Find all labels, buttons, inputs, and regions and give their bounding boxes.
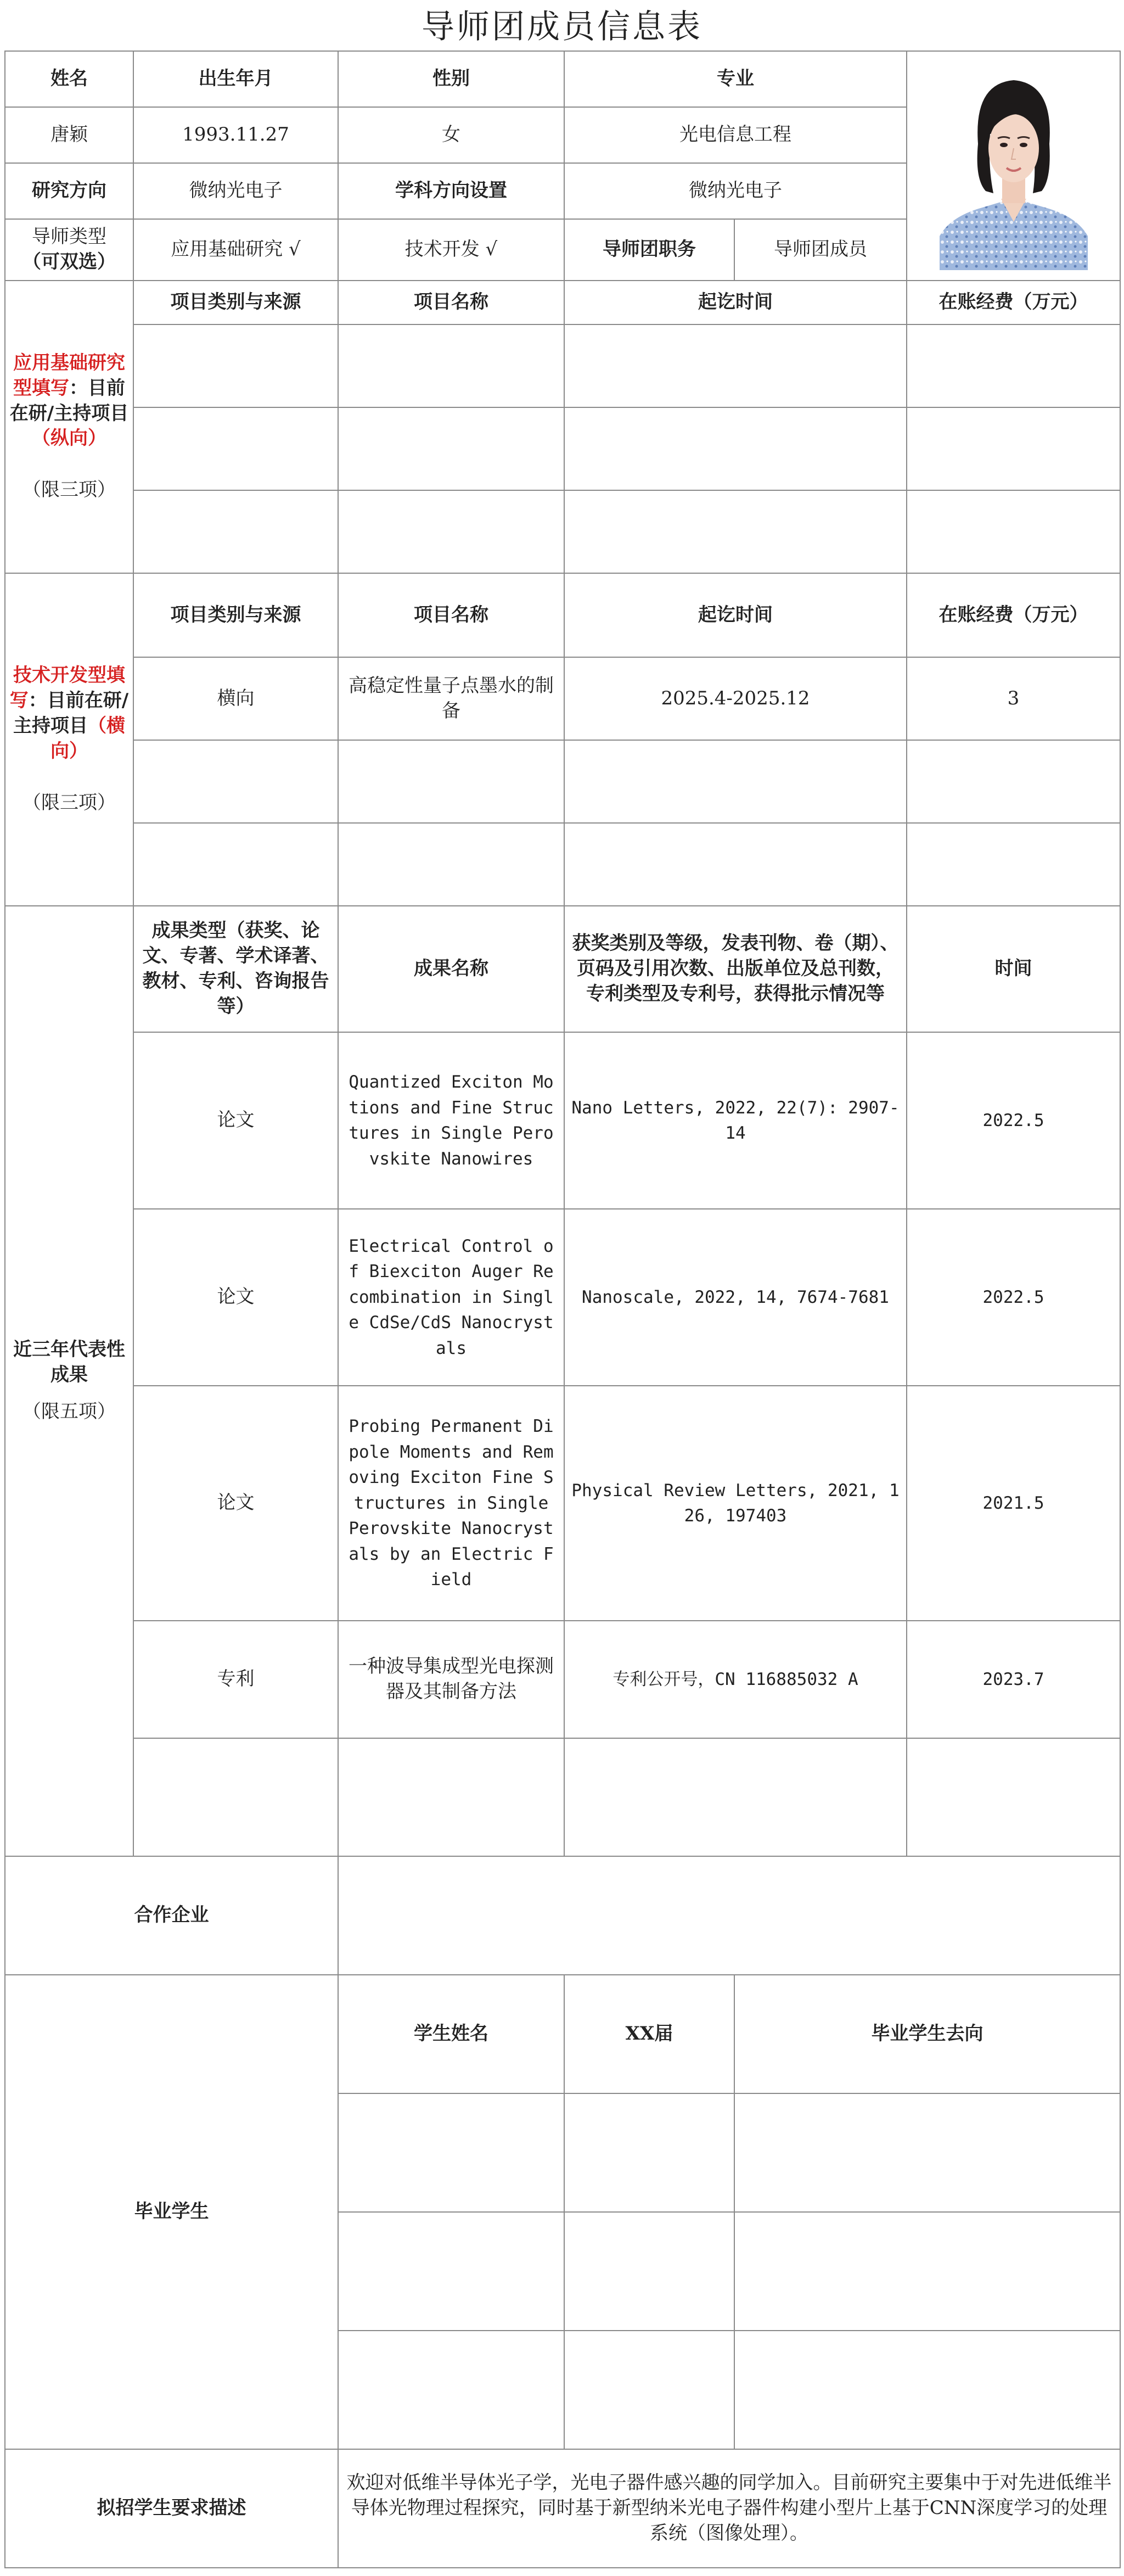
applied-col-source: 项目类别与来源: [133, 281, 338, 324]
table-row: 论文 Quantized Exciton Motions and Fine Structures in Single Perovskite Nanowires Nano Letters, 2022, 22(7): 2907-14 2022.5: [5, 1032, 1120, 1209]
partners-row: [5, 1856, 1120, 1975]
table-row: 论文 Probing Permanent Dipole Moments and Removing Exciton Fine Structures in Single Perovskite Nanocrystals by an Electric Field Physical Review Letters, 2021, 126, 197403 2021.5: [5, 1386, 1120, 1621]
applied-section-label: 应用基础研究型填写：目前在研/主持项目（纵向） （限三项）: [5, 281, 133, 573]
graduates-label: 毕业学生: [5, 1975, 338, 2449]
major-label: 专业: [564, 51, 907, 107]
tech-header-row: [5, 573, 1120, 657]
role-value: 导师团成员: [734, 219, 907, 281]
achievements-col-name: 成果名称: [338, 906, 564, 1032]
applied-label-part1: 应用基础研究型填写: [13, 351, 125, 399]
discipline-value: 微纳光电子: [564, 163, 907, 219]
name-label: 姓名: [5, 51, 133, 107]
mentor-type-label-line2: （可双选）: [23, 251, 116, 273]
table-row: [5, 740, 1120, 823]
partners-label: 合作企业: [5, 1856, 338, 1975]
tech-col-period: 起讫时间: [564, 573, 907, 657]
table-row: 论文 Electrical Control of Biexciton Auger Recombination in Single CdSe/CdS Nanocrystals Nanoscale, 2022, 14, 7674-7681 2022.5: [5, 1209, 1120, 1386]
tech-col-source: 项目类别与来源: [133, 573, 338, 657]
portrait-photo: [940, 61, 1088, 270]
tech-label-part3: （横向）: [50, 715, 125, 762]
name-value: 唐颖: [5, 107, 133, 163]
mentor-type-tech: 技术开发 √: [338, 219, 564, 281]
applied-col-name: 项目名称: [338, 281, 564, 324]
birth-label: 出生年月: [133, 51, 338, 107]
basic-row-1: [5, 51, 1120, 107]
recruit-label: 拟招学生要求描述: [5, 2449, 338, 2568]
research-value: 微纳光电子: [133, 163, 338, 219]
discipline-label: 学科方向设置: [338, 163, 564, 219]
photo-cell: [907, 51, 1120, 281]
table-row: [5, 1738, 1120, 1856]
applied-limit: （限三项）: [23, 479, 116, 501]
graduates-col-class: XX届: [564, 1975, 734, 2093]
birth-value: 1993.11.27: [133, 107, 338, 163]
table-row: [5, 823, 1120, 906]
table-row: 横向 高稳定性量子点墨水的制备 2025.4-2025.12 3: [5, 657, 1120, 740]
achievements-header-row: [5, 906, 1120, 1032]
table-row: [5, 324, 1120, 407]
applied-label-part2: 目前在研/主持项目: [9, 377, 129, 424]
achievements-col-detail: 获奖类别及等级，发表刊物、卷（期）、页码及引用次数、出版单位及总刊数，专利类型及专利号，获得批示情况等: [564, 906, 907, 1032]
graduates-col-destination: 毕业学生去向: [734, 1975, 1120, 2093]
role-label: 导师团职务: [564, 219, 734, 281]
gender-value: 女: [338, 107, 564, 163]
info-table: [4, 51, 1121, 2568]
mentor-type-label: [5, 219, 133, 281]
mentor-type-applied: 应用基础研究 √: [133, 219, 338, 281]
achievements-col-time: 时间: [907, 906, 1120, 1032]
tech-col-name: 项目名称: [338, 573, 564, 657]
graduates-col-name: 学生姓名: [338, 1975, 564, 2093]
research-label: 研究方向: [5, 163, 133, 219]
tech-label-part2: 目前在研/主持项目: [13, 690, 129, 737]
table-row: [5, 490, 1120, 573]
applied-col-funds: 在账经费（万元）: [907, 281, 1120, 324]
major-value: 光电信息工程: [564, 107, 907, 163]
tech-col-funds: 在账经费（万元）: [907, 573, 1120, 657]
partners-value: [338, 1856, 1120, 1975]
achievements-col-type: 成果类型（获奖、论文、专著、学术译著、教材、专利、咨询报告等）: [133, 906, 338, 1032]
applied-label-part3: （纵向）: [32, 427, 106, 450]
achievements-section-label: [5, 906, 133, 1856]
applied-header-row: [5, 281, 1120, 324]
recruit-text: 欢迎对低维半导体光子学，光电子器件感兴趣的同学加入。目前研究主要集中于对先进低维半导体光物理过程探究，同时基于新型纳米光电子器件构建小型片上基于CNN深度学习的处理系统（图像处理）。: [338, 2449, 1120, 2568]
recruit-row: [5, 2449, 1120, 2568]
table-row: 专利 一种波导集成型光电探测器及其制备方法 专利公开号，CN 116885032 A 2023.7: [5, 1621, 1120, 1738]
gender-label: 性别: [338, 51, 564, 107]
tech-label-part1: 技术开发型填写: [9, 664, 125, 712]
applied-col-period: 起讫时间: [564, 281, 907, 324]
mentor-type-label-line1: 导师类型: [32, 226, 106, 248]
achievements-label: 近三年代表性成果: [13, 1338, 125, 1386]
tech-limit: （限三项）: [23, 791, 116, 814]
achievements-limit: （限五项）: [23, 1401, 116, 1423]
graduates-header-row: [5, 1975, 1120, 2093]
page-title: 导师团成员信息表: [422, 8, 702, 46]
table-row: [5, 407, 1120, 490]
tech-section-label: 技术开发型填写：目前在研/主持项目（横向） （限三项）: [5, 573, 133, 906]
